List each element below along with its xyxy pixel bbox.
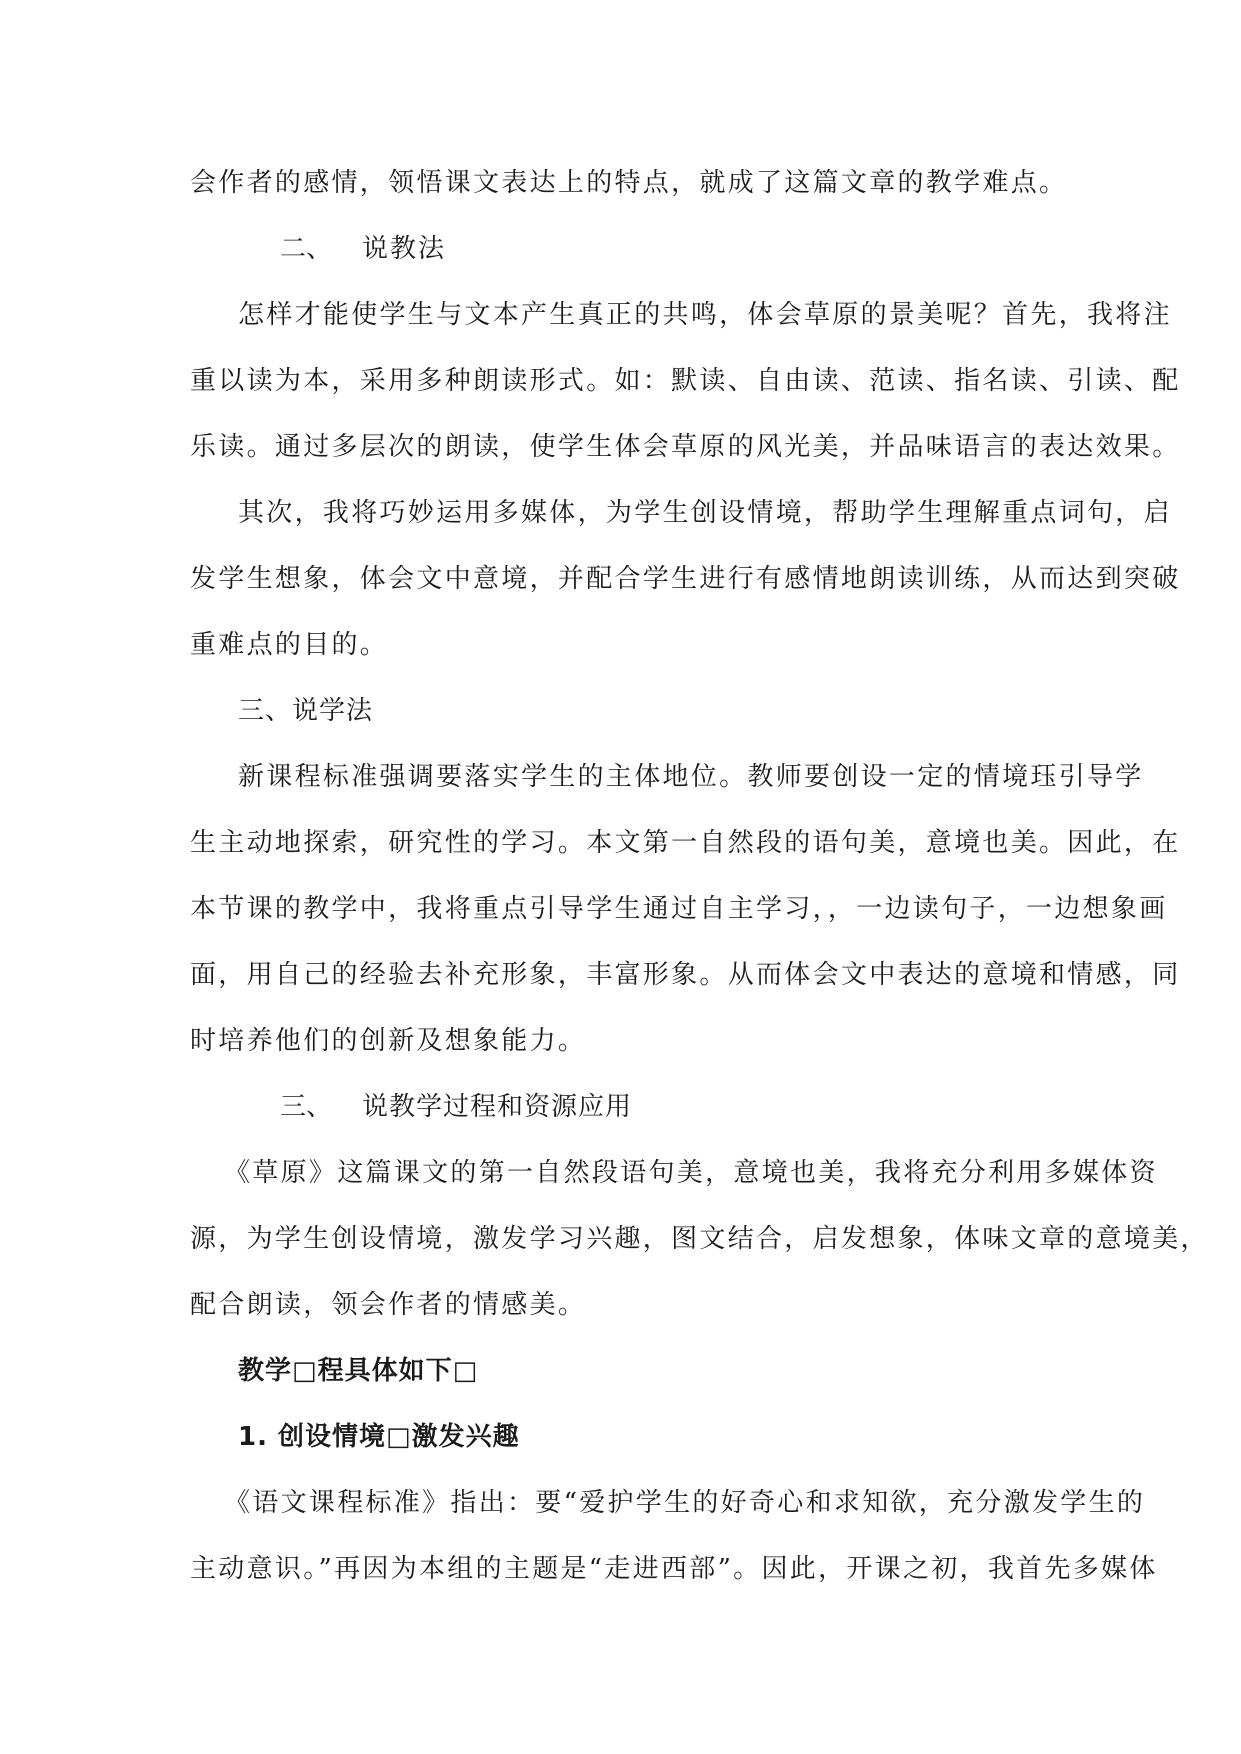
section-heading: 三、说学法 bbox=[238, 696, 374, 726]
paragraph-line: 乐读。通过多层次的朗读，使学生体会草原的风光美，并品味语言的表达效果。 bbox=[190, 432, 1181, 462]
paragraph-line: 本节课的教学中，我将重点引导学生通过自主学习，，一边读句子，一边想象画 bbox=[190, 894, 1168, 924]
paragraph-line: 重以读为本，采用多种朗读形式。如：默读、自由读、范读、指名读、引读、配 bbox=[190, 366, 1181, 396]
paragraph-line: 其次，我将巧妙运用多媒体，为学生创设情境，帮助学生理解重点词句，启 bbox=[238, 498, 1172, 528]
subsection-heading: 1. 创设情境□激发兴趣 bbox=[238, 1422, 520, 1452]
paragraph-line: 源，为学生创设情境，激发学习兴趣，图文结合，启发想象，体味文章的意境美， bbox=[190, 1224, 1209, 1254]
section-number: 二、 bbox=[280, 234, 333, 264]
section-heading: 说教学过程和资源应用 bbox=[362, 1092, 633, 1122]
paragraph-line: 配合朗读，领会作者的情感美。 bbox=[190, 1290, 587, 1320]
paragraph-line: 新课程标准强调要落实学生的主体地位。教师要创设一定的情境珏引导学 bbox=[238, 762, 1144, 792]
section-heading: 教学□程具体如下□ bbox=[238, 1356, 479, 1386]
paragraph-line: 发学生想象，体会文中意境，并配合学生进行有感情地朗读训练，从而达到突破 bbox=[190, 564, 1181, 594]
paragraph-line: 《语文课程标准》指出：要“爱护学生的好奇心和求知欲，充分激发学生的 bbox=[224, 1488, 1146, 1518]
paragraph-line: 生主动地探索，研究性的学习。本文第一自然段的语句美，意境也美。因此，在 bbox=[190, 828, 1181, 858]
paragraph-line: 重难点的目的。 bbox=[190, 630, 389, 660]
paragraph-line: 面，用自己的经验去补充形象，丰富形象。从而体会文中表达的意境和情感，同 bbox=[190, 960, 1181, 990]
paragraph-line: 会作者的感情，领悟课文表达上的特点，就成了这篇文章的教学难点。 bbox=[190, 168, 1068, 198]
paragraph-line: 主动意识。”再因为本组的主题是“走进西部”。因此，开课之初，我首先多媒体 bbox=[190, 1554, 1158, 1584]
paragraph-line: 怎样才能使学生与文本产生真正的共鸣，体会草原的景美呢？首先，我将注 bbox=[238, 300, 1172, 330]
paragraph-line: 《草原》这篇课文的第一自然段语句美，意境也美，我将充分利用多媒体资 bbox=[224, 1158, 1158, 1188]
section-heading: 说教法 bbox=[362, 234, 447, 264]
section-number: 三、 bbox=[280, 1092, 333, 1122]
paragraph-line: 时培养他们的创新及想象能力。 bbox=[190, 1026, 587, 1056]
